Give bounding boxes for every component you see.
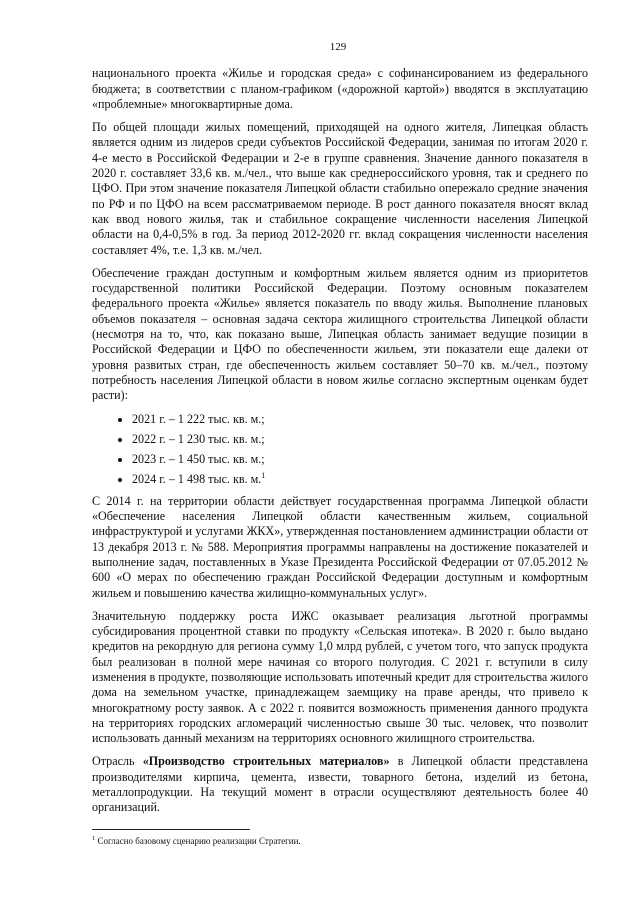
- list-item-text: 2022 г. – 1 230 тыс. кв. м.;: [132, 431, 265, 446]
- bullet-icon: [118, 418, 122, 422]
- footnote-reference[interactable]: 1: [261, 471, 266, 481]
- bullet-icon: [118, 478, 122, 482]
- list-item-text: 2024 г. – 1 498 тыс. кв. м.: [132, 472, 262, 487]
- paragraph-text: в Липецкой области представлена производителями кирпича, цемента, извести, товарного бетона, изделий из бетона, металлопродукции. На текущий момент в отрасли осуществляют деятельность более 40 организаций.: [92, 754, 588, 815]
- paragraph-text: Отрасль: [92, 754, 143, 769]
- housing-forecast-list: [92, 412, 588, 488]
- footnote-marker: 1: [92, 835, 96, 842]
- list-item-text: 2023 г. – 1 450 тыс. кв. м.;: [132, 452, 265, 467]
- industry-name: «Производство строительных материалов»: [142, 754, 390, 769]
- paragraph-rural-mortgage: Значительную поддержку роста ИЖС оказывает реализация льготной программы субсидирования процентной ставки по продукту «Сельская ипотека». В 2020 г. было выдано кредитов на рекордную для региона сумму 1,0 млрд рублей, с учетом того, что запуск продукта был реализован в полной мере начиная со второго полугодия. С 2021 г. вступили в силу изменения в продукте, позволяющие использовать ипотечный кредит для строительства жилого дома на земельном участке, принадлежащем заемщику на праве аренды, что привело к многократному росту заявок. А с 2022 г. появится возможность применения данного продукта на территориях городских агломераций численностью свыше 30 тыс. человек, что позволит использовать данный механизм на территориях основного жилищного строительства.: [92, 608, 588, 746]
- page-number: 129: [329, 41, 347, 53]
- bullet-icon: [118, 438, 122, 442]
- list-item: [118, 452, 588, 467]
- paragraph-building-materials: [92, 754, 588, 815]
- bullet-icon: [118, 458, 122, 462]
- list-item: [118, 412, 588, 427]
- footnote-text: Согласно базовому сценарию реализации Стратегии.: [95, 836, 301, 846]
- paragraph-housing-priority: Обеспечение граждан доступным и комфортным жильем является одним из приоритетов государственной политики Российской Федерации. Поэтому основным показателем федерального проекта «Жилье» является показатель по вводу жилья. Выполнение плановых объемов показателя – основная задача сектора жилищного строительства Липецкой области (несмотря на то, что, как показано выше, Липецкая область занимает ведущие позиции в Российской Федерации и ЦФО по обеспеченности жильем, эти показатели еще далеки от уровня развитых стран, где обеспеченность жильем составляет 50–70 кв. м./чел., поэтому потребность населения Липецкой области в новом жилье согласно экспертным оценкам будет расти):: [92, 265, 588, 403]
- list-item: [118, 472, 588, 487]
- footnote: [92, 836, 301, 847]
- paragraph-national-project: национального проекта «Жилье и городская среда» с софинансированием из федерального бюджета; в соответствии с планом-графиком («дорожной картой») вводятся в эксплуатацию «проблемные» многоквартирные дома.: [92, 66, 588, 111]
- list-item-text: 2021 г. – 1 222 тыс. кв. м.;: [132, 411, 265, 426]
- footnote-divider: [92, 829, 250, 830]
- paragraph-living-area: По общей площади жилых помещений, приходящей на одного жителя, Липецкая область является одним из лидеров среди субъектов Российской Федерации, занимая по итогам 2020 г. 4-е место в Российской Федерации и 2-е в группе сравнения. Значение данного показателя в 2020 г. составляет 33,6 кв. м./чел., что выше как среднероссийского уровня, так и среднего по ЦФО. При этом значение показателя Липецкой области стабильно опережало средние значения по РФ и по ЦФО на всем рассматриваемом периоде. В рост данного показателя вносят вклад как ввод нового жилья, так и стабильное сокращение численности населения Липецкой области на 0,4-0,5% в год. За период 2012-2020 гг. вклад сокращения численности населения составляет 4%, т.е. 1,3 кв. м./чел.: [92, 120, 588, 257]
- paragraph-state-program: С 2014 г. на территории области действует государственная программа Липецкой области «Обеспечение населения Липецкой области качественным жильем, социальной инфраструктурой и услугами ЖКХ», утвержденная постановлением администрации области от 13 декабря 2013 г. № 588. Мероприятия программы направлены на достижение показателей и выполнение задач, поставленных в Указе Президента Российской Федерации от 07.05.2012 № 600 «О мерах по обеспечению граждан Российской Федерации доступным и комфортным жильем и повышению качества жилищно-коммунальных услуг».: [92, 493, 588, 600]
- list-item: [118, 432, 588, 447]
